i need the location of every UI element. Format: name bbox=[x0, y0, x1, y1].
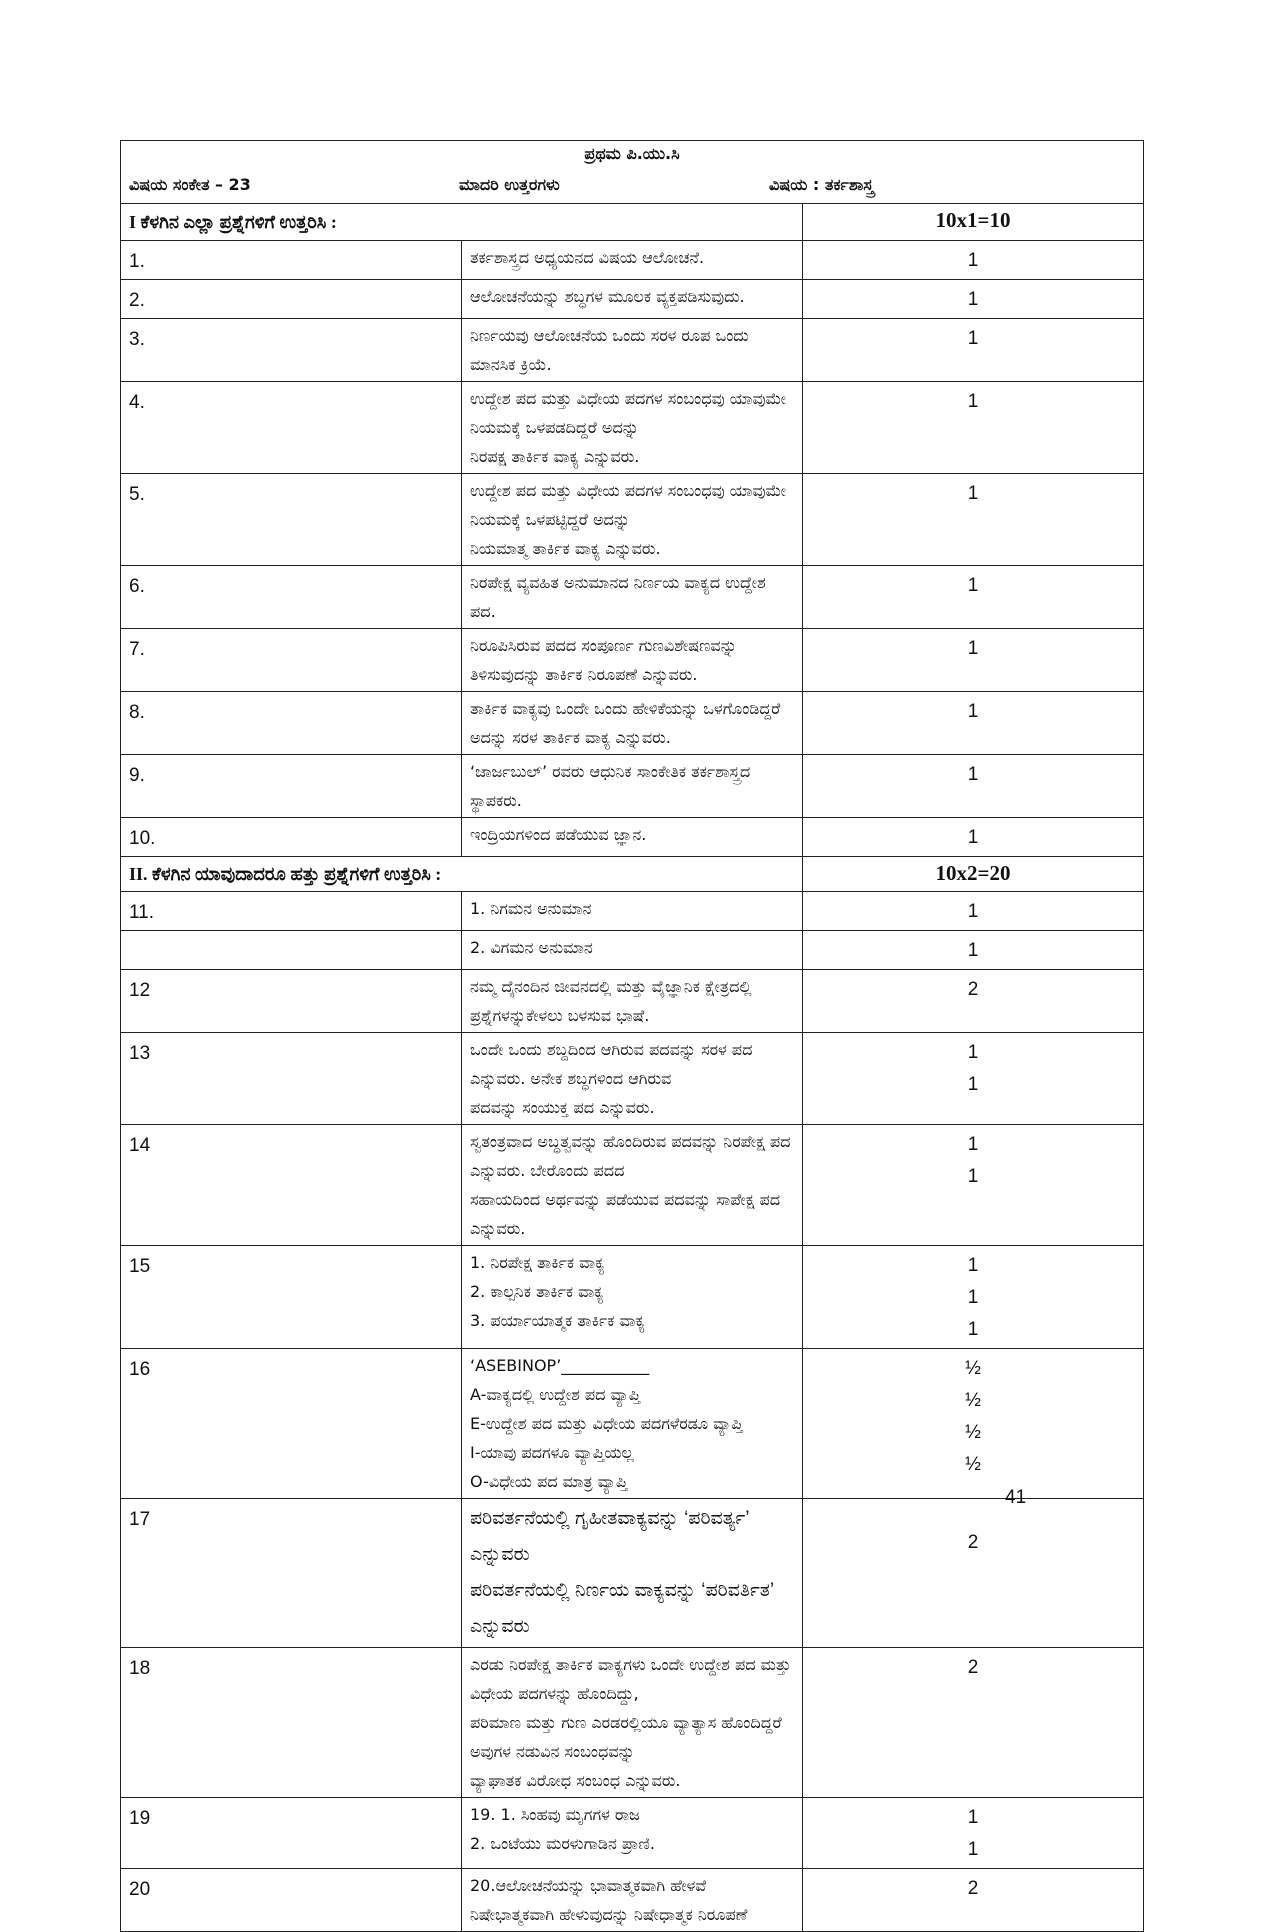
question-number: 14 bbox=[121, 1125, 462, 1246]
answer-line: ವ್ಯಾಘಾತಕ ವಿರೋಧ ಸಂಬಂಧ ಎನ್ನುವರು. bbox=[470, 1771, 681, 1790]
question-row bbox=[121, 280, 1144, 319]
mark-value: 1 bbox=[967, 1042, 979, 1063]
answer-line: ನಿರ್ಣಯವು ಆಲೋಚನೆಯ ಒಂದು ಸರಳ ರೂಪ ಒಂದು ಮಾನಸಿಕ ಕ್ರಿಯೆ. bbox=[470, 326, 749, 374]
question-number: 16 bbox=[121, 1349, 462, 1499]
section-title: I ಕೆಳಗಿನ ಎಲ್ಲಾ ಪ್ರಶ್ನೆಗಳಿಗೆ ಉತ್ತರಿಸಿ : bbox=[121, 204, 803, 241]
answer-text bbox=[462, 692, 803, 755]
answer-line: ತಾರ್ಕಿಕ ವಾಕ್ಯವು ಒಂದೇ ಒಂದು ಹೇಳಿಕೆಯನ್ನು ಒಳಗೊಂಡಿದ್ದರೆ ಅದನ್ನು ಸರಳ ತಾರ್ಕಿಕ ವಾಕ್ಯ ಎನ್ನುವರು. bbox=[470, 699, 781, 747]
answer-text bbox=[462, 382, 803, 474]
marks-cell bbox=[803, 382, 1144, 474]
page-title: ಪ್ರಥಮ ಪಿ.ಯು.ಸಿ bbox=[584, 144, 680, 163]
mark-value: 1 bbox=[967, 1134, 979, 1155]
marks-cell bbox=[803, 692, 1144, 755]
answer-text bbox=[462, 1125, 803, 1246]
header-row bbox=[121, 141, 1144, 204]
answer-key-sheet bbox=[120, 140, 1144, 1932]
question-number: 3. bbox=[121, 319, 462, 382]
answer-line: ಸ್ವತಂತ್ರವಾದ ಅಬ್ಧತ್ವವನ್ನು ಹೊಂದಿರುವ ಪದವನ್ನು ನಿರಪೇಕ್ಷ ಪದ ಎನ್ನುವರು. ಬೇರೊಂದು ಪದದ bbox=[470, 1132, 791, 1180]
answer-line: ನಿಯಮಾತ್ಮ ತಾರ್ಕಿಕ ವಾಕ್ಯ ಎನ್ನುವರು. bbox=[470, 539, 661, 558]
mark-value: 1 bbox=[967, 1287, 979, 1308]
answer-text bbox=[462, 892, 803, 931]
marks-cell bbox=[803, 1869, 1144, 1932]
subject-code: ವಿಷಯ ಸಂಕೇತ – 23 bbox=[129, 175, 251, 194]
answer-line: ಪರಿವರ್ತನೆಯಲ್ಲಿ ಗೃಹೀತವಾಕ್ಯವನ್ನು ‘ಪರಿವರ್ತ್ಯ’ ಎನ್ನುವರು bbox=[470, 1508, 750, 1565]
question-number: 19 bbox=[121, 1798, 462, 1869]
marks-cell bbox=[803, 1033, 1144, 1125]
answer-text bbox=[462, 755, 803, 818]
marks-cell bbox=[803, 818, 1144, 857]
answer-text bbox=[462, 1798, 803, 1869]
answer-line: ಪದವನ್ನು ಸಂಯುಕ್ತ ಪದ ಎನ್ನುವರು. bbox=[470, 1098, 655, 1117]
marks-cell bbox=[803, 1349, 1144, 1499]
question-number: 1. bbox=[121, 241, 462, 280]
mark-value: 1 bbox=[967, 764, 979, 785]
answer-text bbox=[462, 241, 803, 280]
mark-value: 1 bbox=[967, 1074, 979, 1095]
answer-line: 20.ಆಲೋಚನೆಯನ್ನು ಭಾವಾತ್ಮಕವಾಗಿ ಹೇಳವೆ ನಿಷೇಭಾತ್ಮಕವಾಗಿ ಹೇಳುವುದನ್ನು ನಿಷೇಧಾತ್ಮಕ ನಿರೂಪಣೆ bbox=[470, 1876, 748, 1924]
answer-line: ನಿರಪಕ್ಷ ತಾರ್ಕಿಕ ವಾಕ್ಯ ಎನ್ನುವರು. bbox=[470, 447, 640, 466]
question-number: 13 bbox=[121, 1033, 462, 1125]
answer-text bbox=[462, 931, 803, 970]
question-number: 8. bbox=[121, 692, 462, 755]
question-number: 10. bbox=[121, 818, 462, 857]
answer-text bbox=[462, 566, 803, 629]
page-number: 41 bbox=[1005, 1487, 1027, 1508]
question-row bbox=[121, 1246, 1144, 1349]
answer-text bbox=[462, 1869, 803, 1932]
mark-value: 2 bbox=[967, 1878, 979, 1899]
marks-cell bbox=[803, 1125, 1144, 1246]
answer-line: 2. ವಿಗಮನ ಅನುಮಾನ bbox=[470, 938, 593, 957]
marks-cell bbox=[803, 280, 1144, 319]
question-row bbox=[121, 566, 1144, 629]
answer-line: ಸಹಾಯದಿಂದ ಅರ್ಥವನ್ನು ಪಡೆಯುವ ಪದವನ್ನು ಸಾಪೇಕ್ಷ ಪದ ಎನ್ನುವರು. bbox=[470, 1190, 781, 1238]
question-number: 7. bbox=[121, 629, 462, 692]
mark-value: 1 bbox=[967, 827, 979, 848]
answer-line: ಪರಿಮಾಣ ಮತ್ತು ಗುಣ ಎರಡರಲ್ಲಿಯೂ ವ್ಯಾತ್ಯಾಸ ಹೊಂದಿದ್ದರೆ ಅವುಗಳ ನಡುವಿನ ಸಂಬಂಧವನ್ನು bbox=[470, 1713, 782, 1761]
answer-line: 2. ಒಂಟೆಯು ಮರಳುಗಾಡಿನ ಪ್ರಾಣಿ. bbox=[470, 1834, 655, 1853]
answer-text bbox=[462, 280, 803, 319]
question-row bbox=[121, 692, 1144, 755]
answer-line: 1. ನಿಗಮನ ಅನುಮಾನ bbox=[470, 899, 592, 918]
mark-value: 1 bbox=[967, 391, 979, 412]
marks-cell bbox=[803, 1246, 1144, 1349]
marks-cell bbox=[803, 474, 1144, 566]
mark-value: 1 bbox=[967, 250, 979, 271]
answer-line: 19. 1. ಸಿಂಹವು ಮೃಗಗಳ ರಾಜ bbox=[470, 1805, 640, 1824]
marks-cell bbox=[803, 241, 1144, 280]
question-number: 12 bbox=[121, 970, 462, 1033]
mark-value: ½ bbox=[965, 1454, 981, 1475]
answer-text bbox=[462, 1033, 803, 1125]
answer-line: ನಿರಪೇಕ್ಷ ವ್ಯವಹಿತ ಅನುಮಾನದ ನಿರ್ಣಯ ವಾಕ್ಯದ ಉದ್ದೇಶ ಪದ. bbox=[470, 573, 766, 621]
mark-value: 1 bbox=[967, 1166, 979, 1187]
model-answers-label: ಮಾದರಿ ಉತ್ತರಗಳು bbox=[459, 175, 560, 194]
question-row bbox=[121, 1648, 1144, 1798]
question-row bbox=[121, 1869, 1144, 1932]
mark-value: ½ bbox=[965, 1358, 981, 1379]
answer-line: A-ವಾಕ್ಯದಲ್ಲಿ ಉದ್ದೇಶ ಪದ ವ್ಯಾಪ್ತಿ bbox=[470, 1385, 641, 1404]
answer-table bbox=[120, 140, 1144, 1932]
marks-cell bbox=[803, 931, 1144, 970]
question-row bbox=[121, 892, 1144, 931]
question-row bbox=[121, 755, 1144, 818]
answer-line: ‘ASEBINOP’___________ bbox=[470, 1356, 650, 1375]
answer-text bbox=[462, 474, 803, 566]
answer-line: ‘ಜಾರ್ಜಬುಲ್’ ರವರು ಆಧುನಿಕ ಸಾಂಕೇತಿಕ ತರ್ಕಶಾಸ್ತ್ರದ ಸ್ಥಾಪಕರು. bbox=[470, 762, 751, 810]
mark-value: ½ bbox=[965, 1390, 981, 1411]
question-number: 5. bbox=[121, 474, 462, 566]
mark-value: 1 bbox=[967, 1839, 979, 1860]
answer-line: ಪರಿವರ್ತನೆಯಲ್ಲಿ ನಿರ್ಣಯ ವಾಕ್ಯವನ್ನು ‘ಪರಿವರ್ತಿತ’ ಎನ್ನುವರು bbox=[470, 1580, 774, 1637]
answer-line: E-ಉದ್ದೇಶ ಪದ ಮತ್ತು ವಿಧೇಯ ಪದಗಳೆರಡೂ ವ್ಯಾಪ್ತಿ bbox=[470, 1414, 743, 1433]
question-row bbox=[121, 818, 1144, 857]
marks-cell bbox=[803, 566, 1144, 629]
header-cell bbox=[121, 141, 1144, 204]
marks-cell bbox=[803, 892, 1144, 931]
mark-value: 2 bbox=[967, 1657, 979, 1678]
answer-text bbox=[462, 970, 803, 1033]
answer-text bbox=[462, 818, 803, 857]
question-number: 9. bbox=[121, 755, 462, 818]
answer-line: 3. ಪರ್ಯಾಯಾತ್ಮಕ ತಾರ್ಕಿಕ ವಾಕ್ಯ bbox=[470, 1311, 645, 1330]
marks-cell bbox=[803, 629, 1144, 692]
question-number: 17 bbox=[121, 1499, 462, 1648]
answer-text bbox=[462, 1648, 803, 1798]
section-marks: 10x1=10 bbox=[803, 204, 1144, 241]
question-number: 6. bbox=[121, 566, 462, 629]
mark-value: ½ bbox=[965, 1422, 981, 1443]
mark-value: 1 bbox=[967, 1319, 979, 1340]
mark-value: 1 bbox=[967, 289, 979, 310]
mark-value: 1 bbox=[967, 1807, 979, 1828]
question-row bbox=[121, 382, 1144, 474]
answer-line: I-ಯಾವು ಪದಗಳೂ ವ್ಯಾಪ್ತಿಯಲ್ಲ bbox=[470, 1443, 634, 1462]
question-number bbox=[121, 931, 462, 970]
mark-value: 1 bbox=[967, 328, 979, 349]
question-row bbox=[121, 241, 1144, 280]
mark-value: 1 bbox=[967, 901, 979, 922]
marks-cell bbox=[803, 1798, 1144, 1869]
answer-line: ನಮ್ಮ ದೈನಂದಿನ ಜೀವನದಲ್ಲಿ ಮತ್ತು ವೈಜ್ಞಾನಿಕ ಕ್ಷೇತ್ರದಲ್ಲಿ ಪ್ರಶ್ನೆಗಳನ್ನುಕೇಳಲು ಬಳಸುವ ಭಾಷೆ. bbox=[470, 977, 752, 1025]
mark-value: 1 bbox=[967, 638, 979, 659]
answer-line: 1. ನಿರಪೇಕ್ಷ ತಾರ್ಕಿಕ ವಾಕ್ಯ bbox=[470, 1253, 605, 1272]
section-header-row bbox=[121, 204, 1144, 241]
mark-value: 1 bbox=[967, 940, 979, 961]
question-row bbox=[121, 1125, 1144, 1246]
question-row bbox=[121, 931, 1144, 970]
question-number: 15 bbox=[121, 1246, 462, 1349]
answer-line: ನಿರೂಪಿಸಿರುವ ಪದದ ಸಂಪೂರ್ಣ ಗುಣವಿಶೇಷಣವನ್ನು ತಿಳಿಸುವುದನ್ನು ತಾರ್ಕಿಕ ನಿರೂಪಣೆ ಎನ್ನುವರು. bbox=[470, 636, 737, 684]
answer-line: O-ವಿಧೇಯ ಪದ ಮಾತ್ರ ವ್ಯಾಪ್ತಿ bbox=[470, 1472, 628, 1491]
question-number: 2. bbox=[121, 280, 462, 319]
question-row bbox=[121, 1798, 1144, 1869]
answer-line: ಉದ್ದೇಶ ಪದ ಮತ್ತು ವಿಧೇಯ ಪದಗಳ ಸಂಬಂಧವು ಯಾವುಮೇ ನಿಯಮಕ್ಕೆ ಒಳಪಡದಿದ್ದರೆ ಅದನ್ನು bbox=[470, 389, 787, 437]
question-row bbox=[121, 474, 1144, 566]
mark-value: 2 bbox=[967, 979, 979, 1000]
mark-value: 1 bbox=[967, 1255, 979, 1276]
marks-cell bbox=[803, 1648, 1144, 1798]
subject-label: ವಿಷಯ : ತರ್ಕಶಾಸ್ತ್ರ bbox=[769, 175, 874, 194]
answer-line: ತರ್ಕಶಾಸ್ತ್ರದ ಅಧ್ಯಯನದ ವಿಷಯ ಆಲೋಚನೆ. bbox=[470, 248, 705, 267]
answer-line: ಉದ್ದೇಶ ಪದ ಮತ್ತು ವಿಧೇಯ ಪದಗಳ ಸಂಬಂಧವು ಯಾವುಮೇ ನಿಯಮಕ್ಕೆ ಒಳಪಟ್ಟಿದ್ದರೆ ಅದನ್ನು bbox=[470, 481, 787, 529]
question-number: 4. bbox=[121, 382, 462, 474]
question-number: 20 bbox=[121, 1869, 462, 1932]
question-row bbox=[121, 1349, 1144, 1499]
marks-cell bbox=[803, 1499, 1144, 1648]
answer-line: 2. ಕಾಲ್ಪನಿಕ ತಾರ್ಕಿಕ ವಾಕ್ಯ bbox=[470, 1282, 604, 1301]
question-number: 18 bbox=[121, 1648, 462, 1798]
answer-line: ಎರಡು ನಿರಪೇಕ್ಷ ತಾರ್ಕಿಕ ವಾಕ್ಯಗಳು ಒಂದೇ ಉದ್ದೇಶ ಪದ ಮತ್ತು ವಿಧೇಯ ಪದಗಳನ್ನು ಹೊಂದಿದ್ದು, bbox=[470, 1655, 791, 1703]
mark-value: 1 bbox=[967, 483, 979, 504]
question-row bbox=[121, 1033, 1144, 1125]
answer-line: ಒಂದೇ ಒಂದು ಶಬ್ದದಿಂದ ಆಗಿರುವ ಪದವನ್ನು ಸರಳ ಪದ ಎನ್ನುವರು. ಅನೇಕ ಶಬ್ಧಗಳಿಂದ ಆಗಿರುವ bbox=[470, 1040, 753, 1088]
mark-value: 2 bbox=[967, 1532, 979, 1553]
answer-text bbox=[462, 319, 803, 382]
marks-cell bbox=[803, 970, 1144, 1033]
section-marks: 10x2=20 bbox=[803, 857, 1144, 892]
answer-text bbox=[462, 1499, 803, 1648]
answer-line: ಇಂದ್ರಿಯಗಳಿಂದ ಪಡೆಯುವ ಜ್ಞಾನ. bbox=[470, 825, 647, 844]
marks-cell bbox=[803, 755, 1144, 818]
question-row bbox=[121, 319, 1144, 382]
question-row bbox=[121, 629, 1144, 692]
question-number: 11. bbox=[121, 892, 462, 931]
section-title: II. ಕೆಳಗಿನ ಯಾವುದಾದರೂ ಹತ್ತು ಪ್ರಶ್ನೆಗಳಿಗೆ ಉತ್ತರಿಸಿ : bbox=[121, 857, 803, 892]
question-row bbox=[121, 1499, 1144, 1648]
mark-value: 1 bbox=[967, 701, 979, 722]
mark-value: 1 bbox=[967, 575, 979, 596]
marks-cell bbox=[803, 319, 1144, 382]
section-header-row bbox=[121, 857, 1144, 892]
question-row bbox=[121, 970, 1144, 1033]
answer-text bbox=[462, 1246, 803, 1349]
answer-line: ಆಲೋಚನೆಯನ್ನು ಶಬ್ಧಗಳ ಮೂಲಕ ವ್ಯಕ್ತಪಡಿಸುವುದು. bbox=[470, 287, 745, 306]
answer-text bbox=[462, 1349, 803, 1499]
answer-text bbox=[462, 629, 803, 692]
